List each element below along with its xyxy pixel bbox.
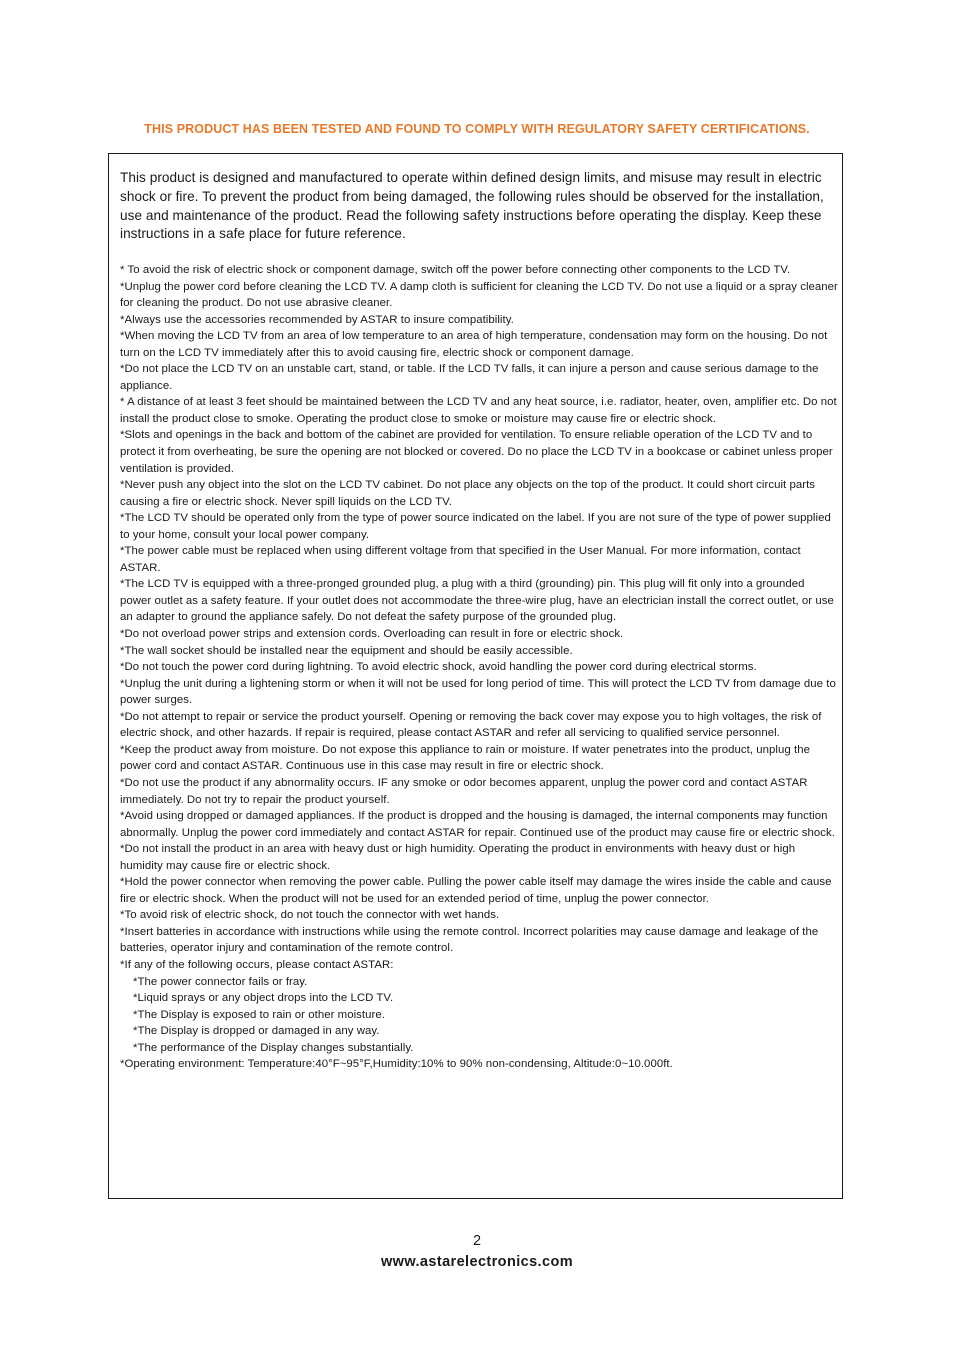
list-item: *Unplug the unit during a lightening storm or when it will not be used for long period of time. This will protect the LCD TV from damage due to power surges. xyxy=(120,677,836,707)
list-item: * A distance of at least 3 feet should be maintained between the LCD TV and any heat source, i.e. radiator, heater, oven, amplifier etc. Do not install the product close to smoke. Operating the product close to smoke or moisture may cause fire or electric shock. xyxy=(120,396,837,425)
sub-list-item: *Liquid sprays or any object drops into the LCD TV. xyxy=(133,992,394,1005)
list-item: *Keep the product away from moisture. Do not expose this appliance to rain or moisture. If water penetrates into the product, unplug the power cord and contact ASTAR. Continuous use in this case may result in fire or electric shock. xyxy=(120,743,810,773)
list-item: *Avoid using dropped or damaged appliances. If the product is dropped and the housing is damaged, the internal components may function abnormally. Unplug the power cord immediately and contact ASTAR for repair. Continued use of the product may cause fire or electric shock. xyxy=(120,810,835,839)
footer-website-url: www.astarelectronics.com xyxy=(381,1254,573,1270)
list-item: *Do not place the LCD TV on an unstable cart, stand, or table. If the LCD TV falls, it can injure a person and cause serious damage to the appliance. xyxy=(120,363,819,392)
list-item: *Do not touch the power cord during lightning. To avoid electric shock, avoid handling the power cord during electrical storms. xyxy=(120,661,757,674)
page-number: 2 xyxy=(472,1233,482,1249)
list-item: *The LCD TV should be operated only from the type of power source indicated on the label. If you are not sure of the type of power supplied to your home, consult your local power company. xyxy=(120,512,831,541)
operating-environment: *Operating environment: Temperature:40°F~95°F,Humidity:10% to 90% non-condensing, Altitude:0~10.000ft. xyxy=(120,1058,673,1071)
certification-heading: THIS PRODUCT HAS BEEN TESTED AND FOUND TO COMPLY WITH REGULATORY SAFETY CERTIFICATIONS. xyxy=(144,122,810,136)
list-item: *Insert batteries in accordance with instructions while using the remote control. Incorrect polarities may cause damage and leakage of the batteries, operator injury and contamination of the remote control. xyxy=(120,925,819,955)
list-item: *Never push any object into the slot on the LCD TV cabinet. Do not place any objects on the top of the product. It could short circuit parts causing a fire or electric shock. Never spill liquids on the LCD TV. xyxy=(120,479,816,508)
list-item: *The wall socket should be installed near the equipment and should be easily accessible. xyxy=(120,644,573,657)
intro-paragraph: This product is designed and manufactured to operate within defined design limits, and misuse may result in electric shock or fire. To prevent the product from being damaged, the following rules should be observed for the installation, use and maintenance of the product. Read the following safety instructions before operating the display. Keep these instructions in a safe place for future reference. xyxy=(120,170,824,242)
list-item: *Do not use the product if any abnormality occurs. IF any smoke or odor becomes apparent, unplug the power cord and contact ASTAR immediately. Do not try to repair the product yourself. xyxy=(120,776,808,806)
list-item: *Hold the power connector when removing the power cable. Pulling the power cable itself may damage the wires inside the cable and cause fire or electric shock. When the product will not be used for an extended period of time, unplug the power connector. xyxy=(120,876,832,905)
list-item: *Always use the accessories recommended by ASTAR to insure compatibility. xyxy=(120,313,514,326)
list-item: *To avoid risk of electric shock, do not touch the connector with wet hands. xyxy=(120,909,500,922)
list-item: *When moving the LCD TV from an area of low temperature to an area of high temperature, condensation may form on the housing. Do not turn on the LCD TV immediately after this to avoid causing fire, electric shock or component damage. xyxy=(120,330,828,359)
sub-list-item: *The power connector fails or fray. xyxy=(133,975,308,988)
sub-list-item: *The Display is dropped or damaged in any way. xyxy=(133,1025,380,1038)
list-item: *Slots and openings in the back and bottom of the cabinet are provided for ventilation. To ensure reliable operation of the LCD TV and to protect it from overheating, be sure the opening are not blocked or covered. Do no place the LCD TV in a bookcase or cabinet unless proper ventilation is provided. xyxy=(120,429,833,475)
list-item: *Do not install the product in an area with heavy dust or high humidity. Operating the product in environments with heavy dust or high humidity may cause fire or electric shock. xyxy=(120,843,796,872)
safety-instructions-box xyxy=(108,153,843,1199)
safety-rules-list xyxy=(120,262,838,1073)
list-item: *Unplug the power cord before cleaning the LCD TV. A damp cloth is sufficient for cleaning the LCD TV. Do not use a liquid or a spray cleaner for cleaning the product. Do not use abrasive cleaner. xyxy=(120,280,838,310)
list-item: *Do not overload power strips and extension cords. Overloading can result in fore or electric shock. xyxy=(120,628,624,641)
sub-list-item: *The Display is exposed to rain or other moisture. xyxy=(133,1008,385,1021)
sub-list-item: *The performance of the Display changes substantially. xyxy=(133,1041,414,1054)
list-item: *If any of the following occurs, please contact ASTAR: xyxy=(120,958,394,971)
list-item: * To avoid the risk of electric shock or component damage, switch off the power before connecting other components to the LCD TV. xyxy=(120,264,791,276)
list-item: *The LCD TV is equipped with a three-pronged grounded plug, a plug with a third (grounding) pin. This plug will fit only into a grounded power outlet as a safety feature. If your outlet does not accommodate the three-wire plug, have an electrician install the correct outlet, or use an adapter to ground the appliance safely. Do not defeat the safety purpose of the grounded plug. xyxy=(120,578,834,624)
list-item: *Do not attempt to repair or service the product yourself. Opening or removing the back cover may expose you to high voltages, the risk of electric shock, and other hazards. If repair is required, please contact ASTAR and refer all servicing to qualified service personnel. xyxy=(120,710,822,740)
list-item: *The power cable must be replaced when using different voltage from that specified in the User Manual. For more information, contact ASTAR. xyxy=(120,545,801,574)
